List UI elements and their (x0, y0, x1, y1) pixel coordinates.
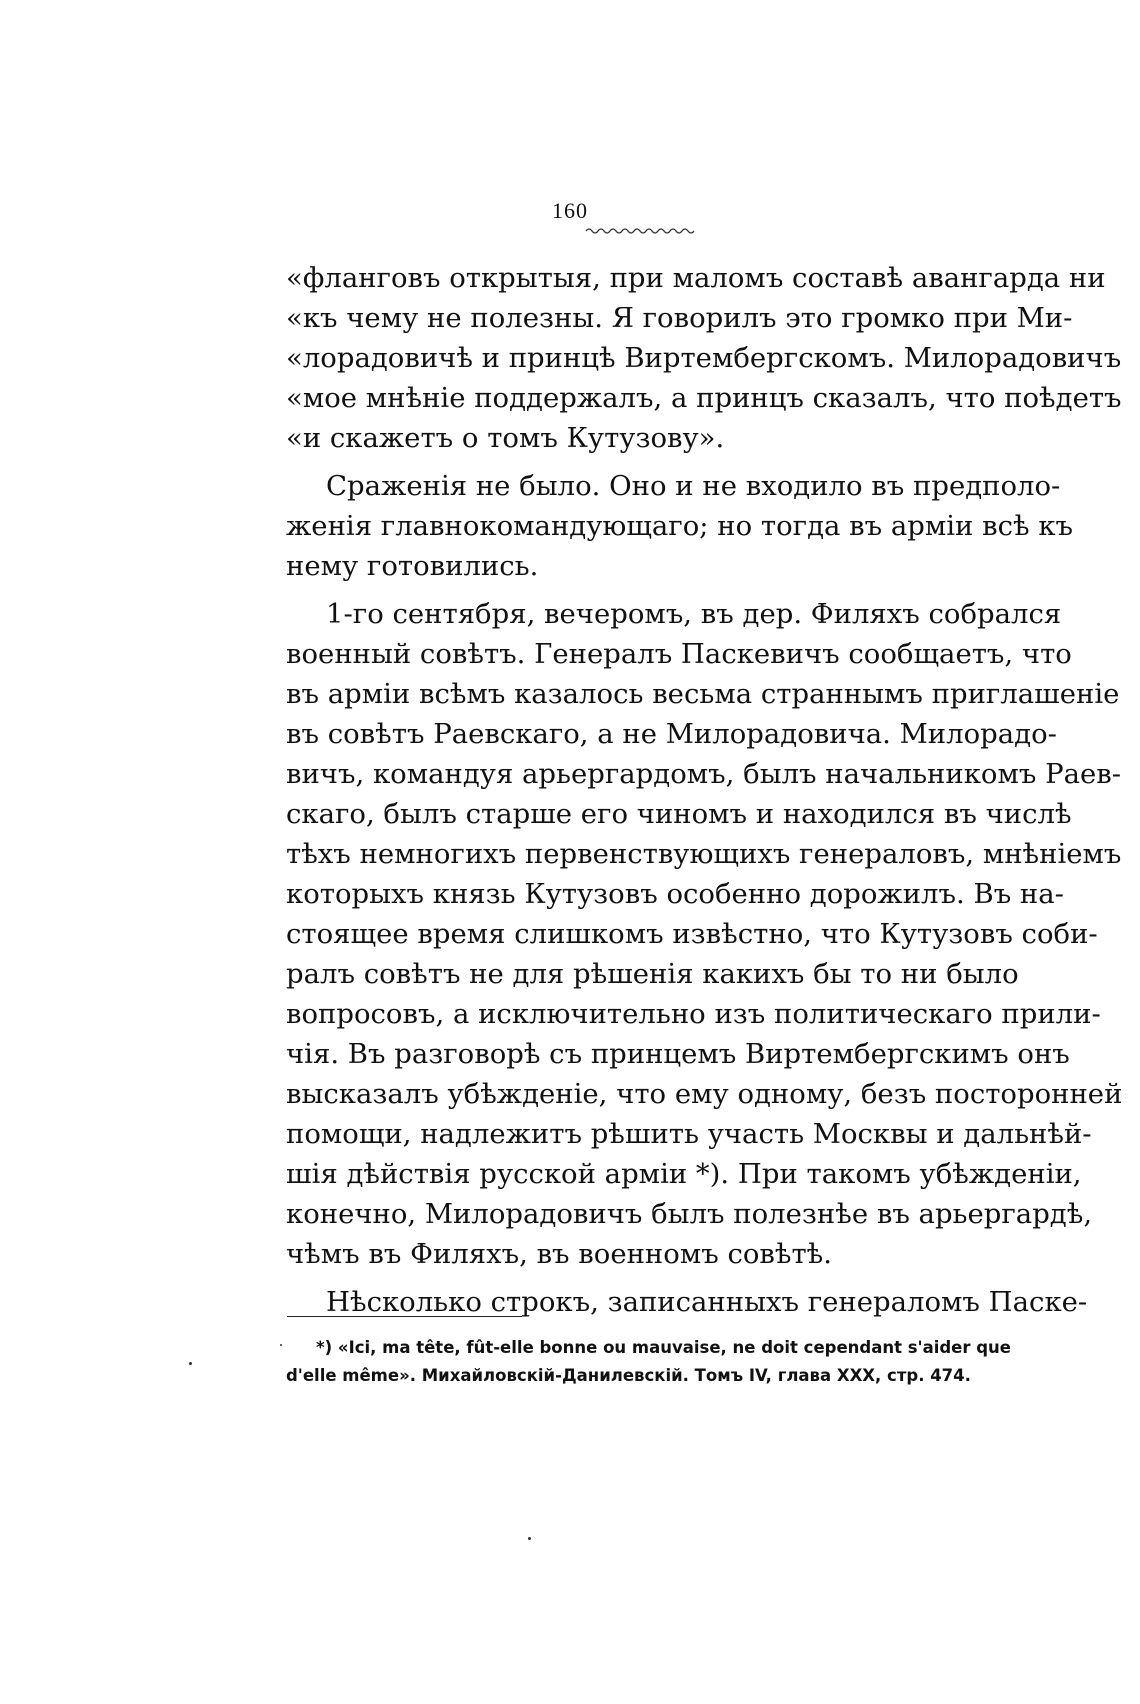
text-line: высказалъ убѣжденіе, что ему одному, безъ посторонней (286, 1078, 1123, 1110)
text-line: Сраженія не было. Оно и не входило въ предполо- (326, 470, 1061, 502)
body-text (286, 258, 1123, 1322)
text-line: чѣмъ въ Филяхъ, въ военномъ совѣтѣ. (286, 1238, 833, 1270)
text-line: шія дѣйствія русской арміи *). При такомъ убѣжденіи, (286, 1158, 1082, 1190)
text-line: конечно, Милорадовичъ былъ полезнѣе въ арьергардѣ, (286, 1198, 1093, 1230)
text-line: тѣхъ немногихъ первенствующихъ генераловъ, мнѣніемъ (286, 838, 1122, 870)
text-line: женія главнокомандующаго; но тогда въ арміи всѣ къ (286, 510, 1074, 542)
text-line: скаго, былъ старше его чиномъ и находился въ числѣ (286, 798, 1072, 830)
text-line: военный совѣтъ. Генералъ Паскевичъ сообщаетъ, что (286, 638, 1072, 670)
text-line: «къ чему не полезны. Я говорилъ это громко при Ми- (286, 302, 1073, 334)
text-line: «и скажетъ о томъ Кутузову». (286, 422, 725, 454)
text-line: въ совѣтъ Раевскаго, а не Милорадовича. Милорадо- (286, 718, 1057, 750)
scan-speck (280, 1344, 282, 1346)
text-line: «фланговъ открытыя, при маломъ составѣ авангарда ни (286, 262, 1106, 294)
text-line: помощи, надлежитъ рѣшить участь Москвы и дальнѣй- (286, 1118, 1092, 1150)
text-line: чія. Въ разговорѣ съ принцемъ Виртембергскимъ онъ (286, 1038, 1070, 1070)
text-line: 1-го сентября, вечеромъ, въ дер. Филяхъ собрался (326, 598, 1062, 630)
footnote (286, 1334, 1011, 1390)
footnote-divider (287, 1316, 522, 1317)
text-line: которыхъ князь Кутузовъ особенно дорожилъ. Въ на- (286, 878, 1064, 910)
page-number-ornament (584, 226, 700, 236)
text-line: «мое мнѣніе поддержалъ, а принцъ сказалъ, что поѣдетъ (286, 382, 1122, 414)
text-line: Нѣсколько строкъ, записанныхъ генераломъ Паске- (326, 1286, 1088, 1318)
text-line: стоящее время слишкомъ извѣстно, что Кутузовъ соби- (286, 918, 1098, 950)
scan-speck (189, 1362, 192, 1365)
text-line: «лорадовичѣ и принцѣ Виртембергскомъ. Милорадовичъ (286, 342, 1122, 374)
scan-speck (528, 1537, 531, 1540)
text-line: нему готовились. (286, 550, 539, 582)
text-line: вичъ, командуя арьергардомъ, былъ начальникомъ Раев- (286, 758, 1122, 790)
page-number: 160 (552, 198, 588, 223)
text-line: вопросовъ, а исключительно изъ политическаго прили- (286, 998, 1101, 1030)
footnote-line: *) «Ici, ma tête, fût-elle bonne ou mauvaise, ne doit cependant s'aider que (316, 1338, 1011, 1357)
text-line: въ арміи всѣмъ казалось весьма страннымъ приглашеніе (286, 678, 1120, 710)
text-line: ралъ совѣтъ не для рѣшенія какихъ бы то ни было (286, 958, 1019, 990)
footnote-line: d'elle même». Михайловскій-Данилевскій. Томъ IV, глава XXX, стр. 474. (286, 1366, 971, 1385)
